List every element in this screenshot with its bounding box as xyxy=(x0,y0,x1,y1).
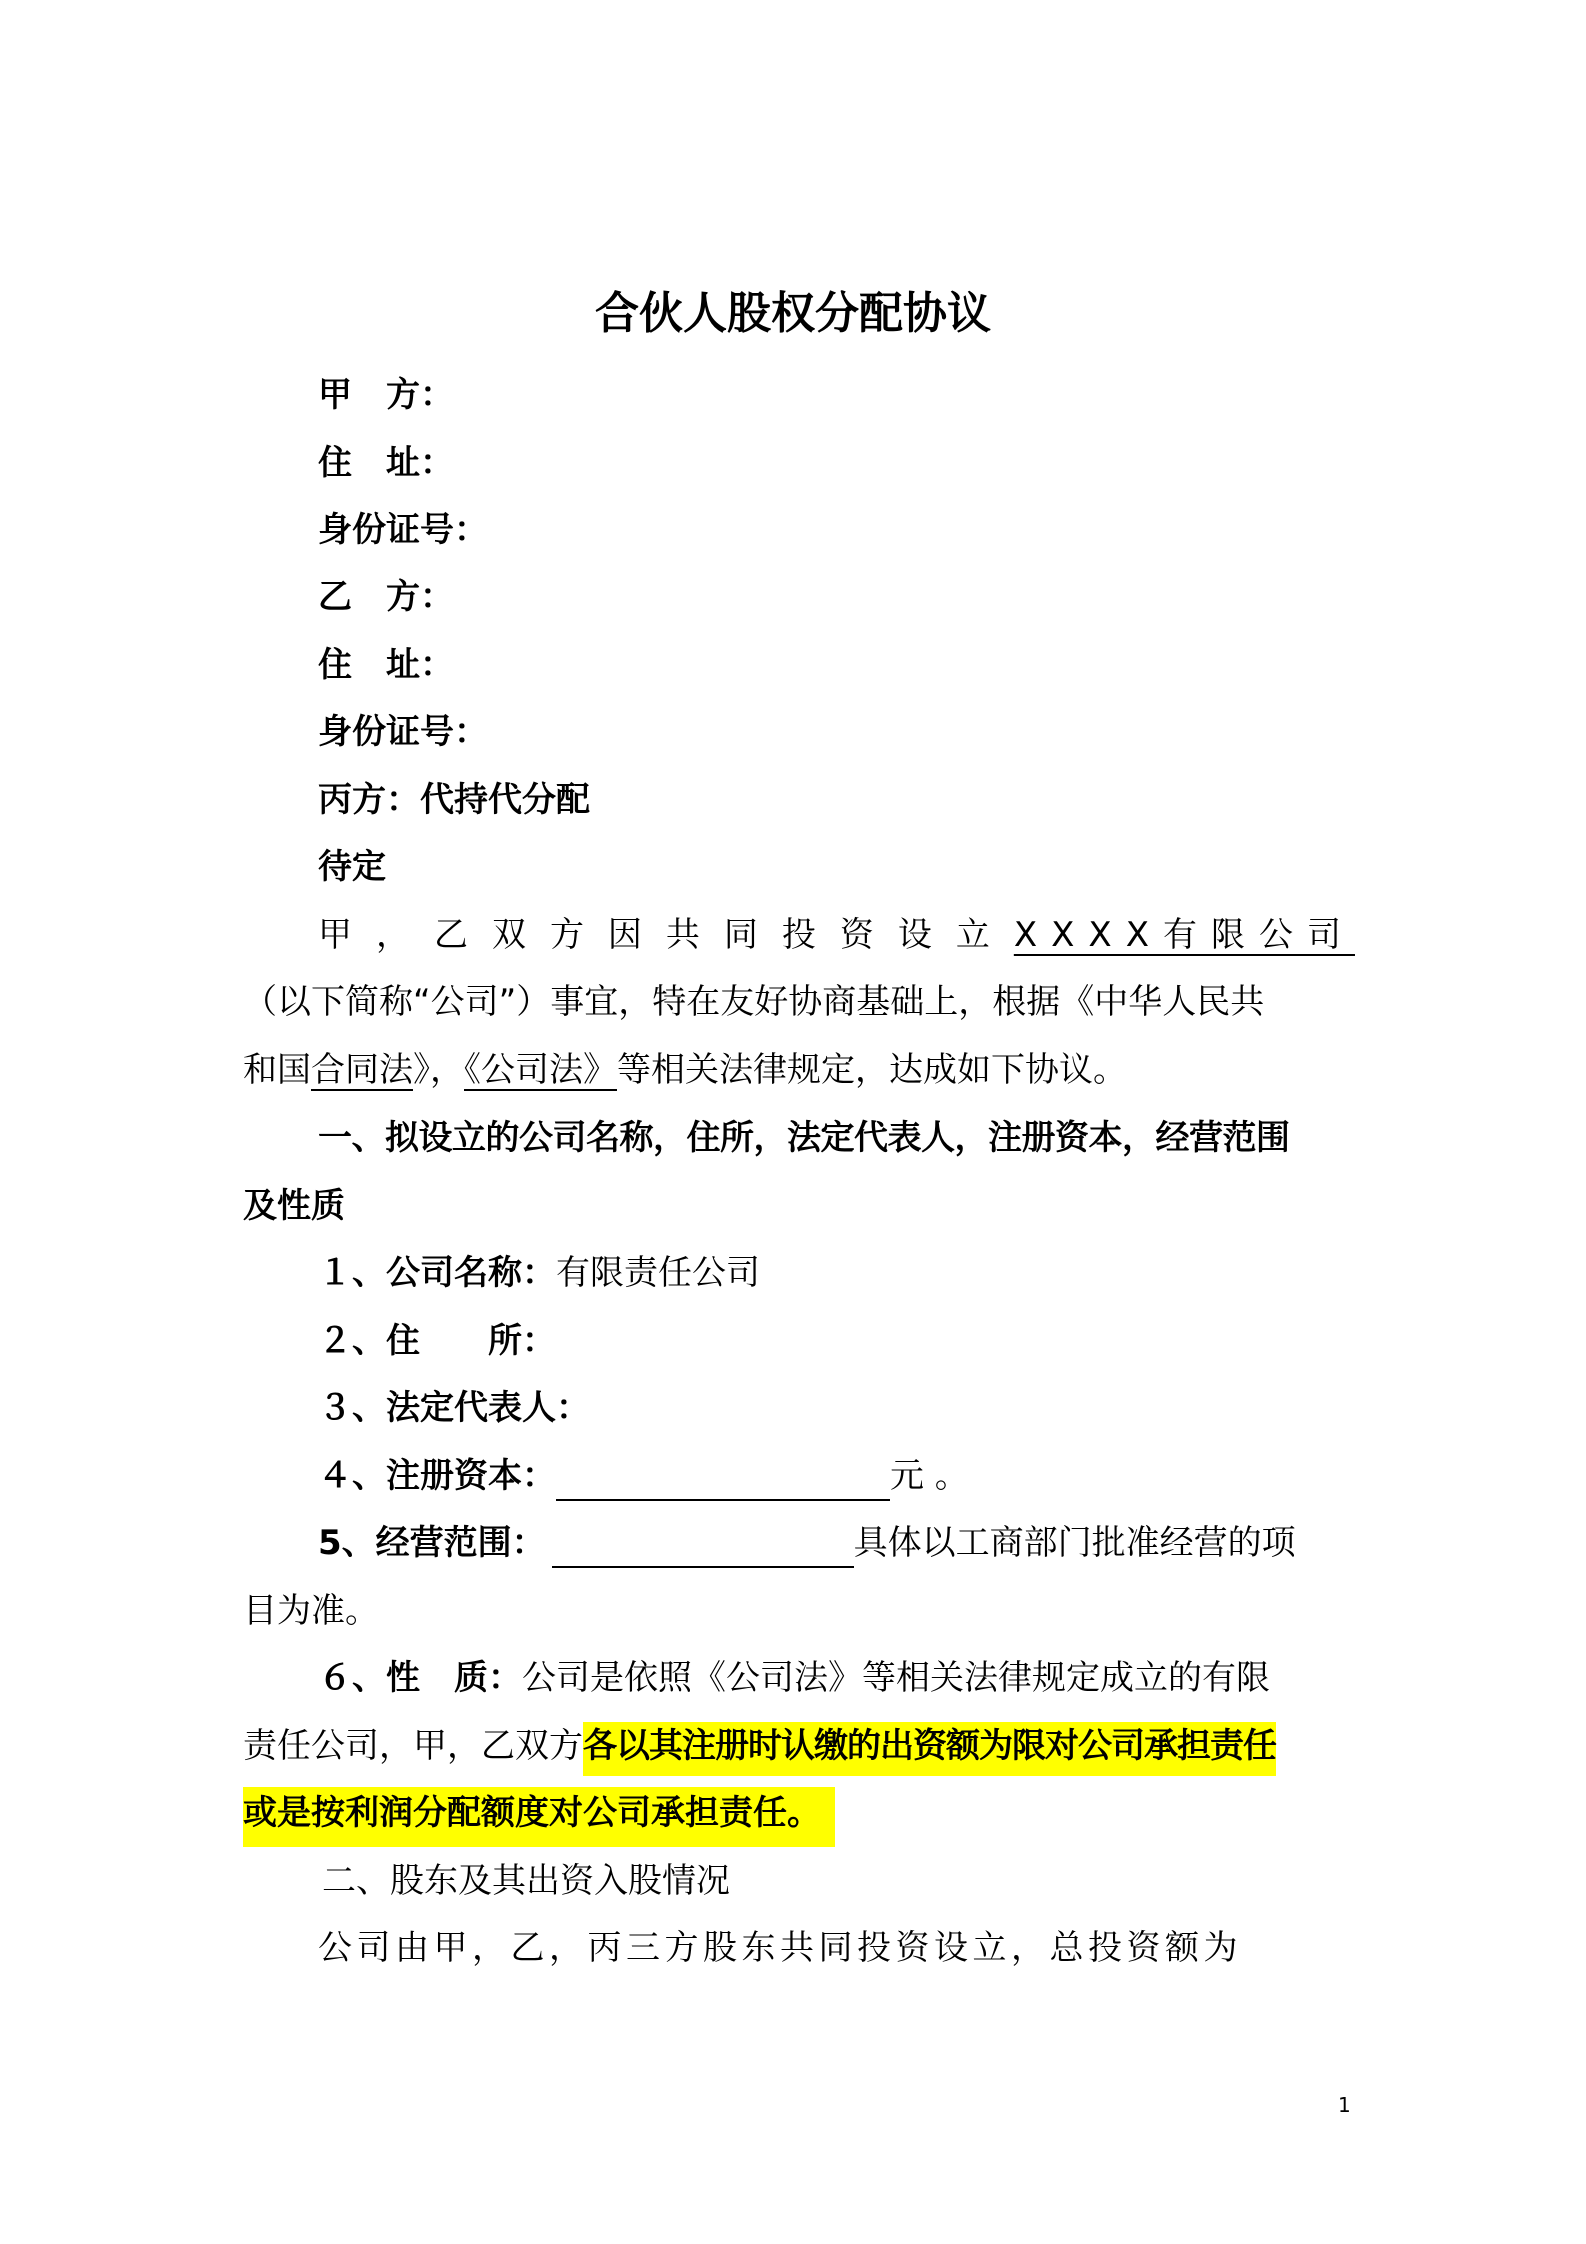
item5-tail: 具体以工商部门批准经营的项 xyxy=(853,1523,1296,1563)
item4-unit: 元 。 xyxy=(890,1456,969,1496)
document-title: 合伙人股权分配协议 xyxy=(595,288,991,339)
section2-heading: 二、股东及其出资入股情况 xyxy=(322,1861,730,1901)
intro-char: 设 xyxy=(897,915,932,955)
intro-text: 等相关法律规定，达成如下协议。 xyxy=(617,1050,1127,1090)
item1 xyxy=(318,1248,760,1298)
capital-blank xyxy=(556,1459,890,1501)
party-a-label: 甲 方： xyxy=(318,375,454,415)
intro-line-1 xyxy=(318,910,1355,960)
item5 xyxy=(318,1518,1296,1568)
item6-line-2 xyxy=(243,1721,1355,1771)
item4-label: ４、注册资本： xyxy=(318,1456,556,1496)
intro-char: 方 xyxy=(549,915,584,955)
item6-line-3 xyxy=(243,1788,1355,1838)
item3-label: ３、法定代表人： xyxy=(318,1388,590,1428)
page-number: 1 xyxy=(1338,2093,1351,2117)
item1-label: １、公司名称： xyxy=(318,1253,556,1293)
id-a-label: 身份证号： xyxy=(318,510,488,550)
intro-char: ， xyxy=(375,915,410,955)
intro-char: 立 xyxy=(955,915,990,955)
party-b-label: 乙 方： xyxy=(318,577,454,617)
highlighted-text: 或是按利润分配额度对公司承担责任。 xyxy=(243,1787,835,1847)
intro-line-3 xyxy=(243,1045,1355,1095)
item6 xyxy=(318,1653,1270,1703)
id-b-label: 身份证号： xyxy=(318,712,488,752)
intro-text: 和国 xyxy=(243,1050,311,1090)
company-law-ref: 《公司法》 xyxy=(464,1050,617,1090)
intro-char: 投 xyxy=(781,915,816,955)
highlighted-text: 各以其注册时认缴的出资额为限对公司承担责任 xyxy=(583,1722,1276,1776)
intro-char: 因 xyxy=(607,915,642,955)
item6-plain: 责任公司，甲，乙双方 xyxy=(243,1726,583,1766)
item4 xyxy=(318,1451,969,1501)
business-scope-blank xyxy=(552,1526,854,1568)
item1-value: 有限责任公司 xyxy=(556,1253,760,1293)
intro-line-2: （以下简称“公司”）事宜，特在友好协商基础上，根据《中华人民共 xyxy=(243,982,1265,1022)
item6-text: 公司是依照《公司法》等相关法律规定成立的有限 xyxy=(522,1658,1270,1698)
intro-char: 同 xyxy=(723,915,758,955)
address-b-label: 住 址： xyxy=(318,645,454,685)
section1-heading-cont: 及性质 xyxy=(243,1186,345,1226)
intro-char: 乙 xyxy=(433,915,468,955)
party-c-label: 丙方：代持代分配 xyxy=(318,780,590,820)
item5-cont: 目为准。 xyxy=(243,1591,379,1631)
contract-law-ref: 合同法 xyxy=(311,1050,413,1090)
address-a-label: 住 址： xyxy=(318,443,454,483)
intro-char: 双 xyxy=(491,915,526,955)
intro-char: 资 xyxy=(839,915,874,955)
section1-heading: 一、拟设立的公司名称，住所，法定代表人，注册资本，经营范围 xyxy=(318,1118,1290,1158)
pending-label: 待定 xyxy=(318,847,386,887)
company-name-blank: XXXX有限公司 xyxy=(1013,915,1355,955)
intro-char: 甲 xyxy=(318,915,352,955)
intro-char: 共 xyxy=(665,915,700,955)
item5-label: 5、经营范围： xyxy=(318,1523,546,1563)
item2-label: ２、住 所： xyxy=(318,1321,556,1361)
intro-text: 》， xyxy=(413,1050,464,1090)
item6-label: ６、性 质： xyxy=(318,1658,522,1698)
section2-line-1: 公司由甲，乙，丙三方股东共同投资设立，总投资额为 xyxy=(318,1928,1242,1968)
